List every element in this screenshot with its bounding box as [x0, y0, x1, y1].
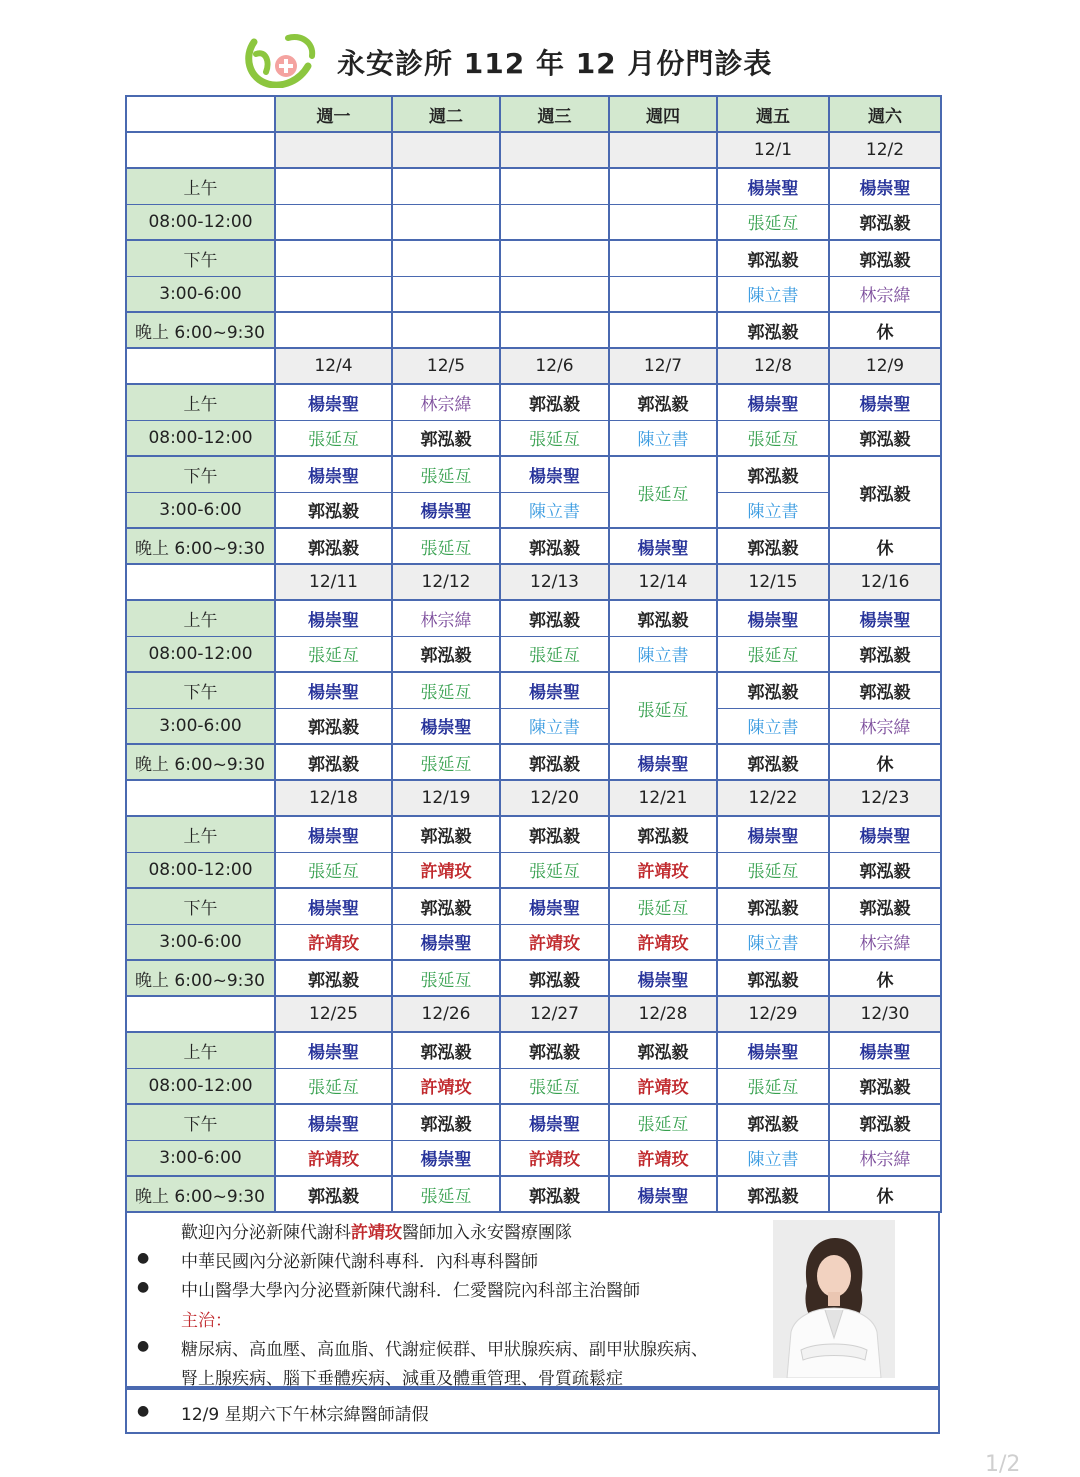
doctor-cell: 張延亙	[609, 1104, 717, 1140]
date-cell: 12/19	[392, 780, 500, 816]
doctor-cell: 郭泓毅	[275, 1176, 392, 1212]
afternoon-row	[126, 1140, 941, 1176]
doctor-cell: 張延亙	[609, 456, 717, 528]
date-cell: 12/16	[829, 564, 941, 600]
evening-label: 晚上 6:00~9:30	[126, 312, 275, 348]
doctor-photo	[773, 1220, 895, 1378]
morning-row	[126, 1032, 941, 1068]
doctor-cell: 郭泓毅	[717, 960, 829, 996]
doctor-cell: 郭泓毅	[275, 744, 392, 780]
date-cell: 12/14	[609, 564, 717, 600]
doctor-cell: 郭泓毅	[609, 384, 717, 420]
doctor-cell: 陳立書	[717, 1140, 829, 1176]
date-row	[126, 996, 941, 1032]
afternoon-time: 3:00-6:00	[126, 1140, 275, 1176]
doctor-cell: 郭泓毅	[829, 888, 941, 924]
date-cell: 12/28	[609, 996, 717, 1032]
date-cell: 12/30	[829, 996, 941, 1032]
doctor-cell: 張延亙	[717, 852, 829, 888]
date-cell	[609, 132, 717, 168]
doctor-cell: 張延亙	[392, 672, 500, 708]
doctor-cell: 張延亙	[609, 888, 717, 924]
specialty-line: 糖尿病、高血壓、高血脂、代謝症候群、甲狀腺疾病、副甲狀腺疾病、	[181, 1340, 708, 1360]
doctor-cell	[609, 204, 717, 240]
doctor-cell: 楊崇聖	[717, 384, 829, 420]
doctor-cell: 楊崇聖	[829, 1032, 941, 1068]
doctor-cell: 張延亙	[392, 960, 500, 996]
morning-row	[126, 384, 941, 420]
day-header: 週五	[717, 96, 829, 132]
doctor-cell: 林宗緯	[392, 600, 500, 636]
doctor-cell: 楊崇聖	[275, 672, 392, 708]
doctor-cell: 郭泓毅	[829, 204, 941, 240]
morning-time: 08:00-12:00	[126, 852, 275, 888]
afternoon-row	[126, 240, 941, 276]
date-cell: 12/26	[392, 996, 500, 1032]
doctor-cell: 郭泓毅	[500, 744, 609, 780]
doctor-cell: 楊崇聖	[500, 456, 609, 492]
doctor-cell: 郭泓毅	[392, 636, 500, 672]
doctor-cell	[392, 204, 500, 240]
welcome-line: 歡迎內分泌新陳代謝科許靖玫醫師加入永安醫療團隊	[181, 1223, 572, 1243]
doctor-cell: 張延亙	[392, 744, 500, 780]
date-cell: 12/7	[609, 348, 717, 384]
afternoon-time: 3:00-6:00	[126, 924, 275, 960]
doctor-cell: 楊崇聖	[275, 600, 392, 636]
doctor-cell: 郭泓毅	[500, 816, 609, 852]
doctor-cell: 許靖玫	[275, 924, 392, 960]
doctor-cell: 郭泓毅	[829, 456, 941, 528]
specialty-label: 主治：	[181, 1311, 232, 1331]
evening-row	[126, 528, 941, 564]
afternoon-row	[126, 708, 941, 744]
morning-row	[126, 816, 941, 852]
date-cell	[500, 132, 609, 168]
date-cell: 12/15	[717, 564, 829, 600]
date-row-label	[126, 780, 275, 816]
evening-label: 晚上 6:00~9:30	[126, 744, 275, 780]
doctor-cell: 楊崇聖	[392, 492, 500, 528]
morning-label: 上午	[126, 384, 275, 420]
doctor-cell: 楊崇聖	[275, 1032, 392, 1068]
afternoon-time: 3:00-6:00	[126, 708, 275, 744]
afternoon-row	[126, 924, 941, 960]
doctor-cell: 郭泓毅	[392, 420, 500, 456]
date-row	[126, 348, 941, 384]
date-cell: 12/22	[717, 780, 829, 816]
doctor-cell: 張延亙	[275, 636, 392, 672]
doctor-cell	[500, 240, 609, 276]
doctor-cell: 張延亙	[275, 1068, 392, 1104]
doctor-cell: 休	[829, 1176, 941, 1212]
doctor-cell: 郭泓毅	[829, 636, 941, 672]
doctor-cell: 楊崇聖	[717, 600, 829, 636]
doctor-cell: 楊崇聖	[275, 456, 392, 492]
morning-label: 上午	[126, 168, 275, 204]
doctor-cell: 張延亙	[392, 456, 500, 492]
morning-row	[126, 852, 941, 888]
doctor-cell: 陳立書	[717, 492, 829, 528]
morning-time: 08:00-12:00	[126, 420, 275, 456]
date-cell	[275, 132, 392, 168]
doctor-cell: 張延亙	[500, 420, 609, 456]
morning-label: 上午	[126, 1032, 275, 1068]
doctor-cell: 張延亙	[500, 636, 609, 672]
doctor-cell: 張延亙	[717, 636, 829, 672]
doctor-cell: 楊崇聖	[829, 384, 941, 420]
day-header-row	[126, 96, 941, 132]
doctor-introduction	[125, 1212, 940, 1388]
date-cell: 12/20	[500, 780, 609, 816]
doctor-cell	[275, 204, 392, 240]
morning-time: 08:00-12:00	[126, 636, 275, 672]
doctor-cell	[275, 312, 392, 348]
doctor-cell: 郭泓毅	[829, 420, 941, 456]
doctor-cell: 楊崇聖	[717, 1032, 829, 1068]
date-cell: 12/9	[829, 348, 941, 384]
doctor-cell: 楊崇聖	[500, 888, 609, 924]
doctor-cell: 楊崇聖	[829, 816, 941, 852]
page-number: 1/2	[985, 1452, 1021, 1477]
date-cell: 12/2	[829, 132, 941, 168]
date-row	[126, 132, 941, 168]
doctor-cell: 林宗緯	[829, 924, 941, 960]
doctor-cell: 郭泓毅	[392, 816, 500, 852]
doctor-cell: 郭泓毅	[829, 1104, 941, 1140]
doctor-cell	[392, 312, 500, 348]
date-cell: 12/8	[717, 348, 829, 384]
doctor-cell: 陳立書	[609, 636, 717, 672]
doctor-cell: 郭泓毅	[717, 240, 829, 276]
doctor-cell: 郭泓毅	[717, 456, 829, 492]
new-doctor-name: 許靖玫	[351, 1223, 402, 1243]
doctor-cell: 楊崇聖	[717, 168, 829, 204]
doctor-cell	[500, 312, 609, 348]
morning-label: 上午	[126, 816, 275, 852]
date-cell: 12/21	[609, 780, 717, 816]
doctor-cell: 休	[829, 744, 941, 780]
doctor-cell: 楊崇聖	[829, 168, 941, 204]
doctor-cell: 許靖玫	[609, 924, 717, 960]
doctor-cell	[275, 168, 392, 204]
doctor-cell: 郭泓毅	[609, 600, 717, 636]
doctor-cell: 郭泓毅	[392, 1104, 500, 1140]
doctor-cell: 張延亙	[392, 528, 500, 564]
doctor-cell: 休	[829, 312, 941, 348]
morning-row	[126, 168, 941, 204]
evening-label: 晚上 6:00~9:30	[126, 1176, 275, 1212]
bullet-icon: ●	[137, 1403, 150, 1419]
doctor-cell	[392, 168, 500, 204]
date-row-label	[126, 996, 275, 1032]
doctor-cell: 楊崇聖	[392, 924, 500, 960]
date-cell: 12/13	[500, 564, 609, 600]
doctor-cell	[500, 204, 609, 240]
doctor-cell	[392, 276, 500, 312]
doctor-cell: 張延亙	[275, 420, 392, 456]
doctor-cell: 陳立書	[717, 708, 829, 744]
doctor-cell: 陳立書	[500, 708, 609, 744]
date-cell: 12/6	[500, 348, 609, 384]
afternoon-row	[126, 672, 941, 708]
day-header: 週一	[275, 96, 392, 132]
date-row-label	[126, 132, 275, 168]
leave-notice	[125, 1388, 940, 1434]
doctor-cell: 郭泓毅	[717, 312, 829, 348]
doctor-cell: 郭泓毅	[829, 672, 941, 708]
doctor-cell: 郭泓毅	[717, 888, 829, 924]
doctor-cell	[609, 312, 717, 348]
doctor-cell: 楊崇聖	[609, 528, 717, 564]
credential-line: 中華民國內分泌新陳代謝科專科．內科專科醫師	[181, 1252, 538, 1272]
doctor-cell: 郭泓毅	[717, 1176, 829, 1212]
doctor-cell	[609, 276, 717, 312]
doctor-cell: 郭泓毅	[392, 888, 500, 924]
doctor-cell: 郭泓毅	[829, 240, 941, 276]
afternoon-row	[126, 492, 941, 528]
doctor-cell	[392, 240, 500, 276]
afternoon-row	[126, 276, 941, 312]
bullet-icon: ●	[137, 1338, 150, 1354]
date-row-label	[126, 348, 275, 384]
morning-row	[126, 1068, 941, 1104]
afternoon-row	[126, 456, 941, 492]
doctor-cell: 楊崇聖	[829, 600, 941, 636]
date-row-label	[126, 564, 275, 600]
day-header: 週二	[392, 96, 500, 132]
date-cell: 12/11	[275, 564, 392, 600]
date-row	[126, 564, 941, 600]
doctor-cell: 郭泓毅	[500, 600, 609, 636]
date-cell: 12/29	[717, 996, 829, 1032]
doctor-cell: 許靖玫	[609, 1140, 717, 1176]
bullet-icon: ●	[137, 1250, 150, 1266]
afternoon-time: 3:00-6:00	[126, 492, 275, 528]
doctor-cell: 張延亙	[717, 204, 829, 240]
doctor-cell: 郭泓毅	[392, 1032, 500, 1068]
morning-label: 上午	[126, 600, 275, 636]
doctor-cell: 林宗緯	[829, 708, 941, 744]
doctor-cell: 郭泓毅	[500, 1176, 609, 1212]
afternoon-label: 下午	[126, 1104, 275, 1140]
doctor-cell	[609, 168, 717, 204]
clinic-logo-icon	[242, 32, 320, 88]
doctor-cell: 張延亙	[500, 1068, 609, 1104]
date-cell: 12/1	[717, 132, 829, 168]
doctor-cell: 郭泓毅	[829, 1068, 941, 1104]
doctor-cell: 楊崇聖	[500, 672, 609, 708]
doctor-cell: 郭泓毅	[275, 708, 392, 744]
doctor-cell: 郭泓毅	[275, 960, 392, 996]
credential-line: 中山醫學大學內分泌暨新陳代謝科．仁愛醫院內科部主治醫師	[181, 1281, 640, 1301]
evening-label: 晚上 6:00~9:30	[126, 960, 275, 996]
doctor-cell: 許靖玫	[392, 852, 500, 888]
doctor-cell: 張延亙	[275, 852, 392, 888]
doctor-cell: 許靖玫	[392, 1068, 500, 1104]
doctor-cell: 郭泓毅	[829, 852, 941, 888]
doctor-cell: 許靖玫	[609, 852, 717, 888]
doctor-cell: 張延亙	[392, 1176, 500, 1212]
date-cell: 12/25	[275, 996, 392, 1032]
doctor-cell: 楊崇聖	[275, 888, 392, 924]
doctor-cell: 陳立書	[717, 276, 829, 312]
doctor-cell: 楊崇聖	[275, 816, 392, 852]
afternoon-row	[126, 888, 941, 924]
doctor-cell: 陳立書	[500, 492, 609, 528]
doctor-cell: 張延亙	[609, 672, 717, 744]
day-header: 週四	[609, 96, 717, 132]
doctor-cell: 郭泓毅	[717, 672, 829, 708]
corner-cell	[126, 96, 275, 132]
doctor-cell: 許靖玫	[609, 1068, 717, 1104]
doctor-cell: 郭泓毅	[500, 1032, 609, 1068]
afternoon-label: 下午	[126, 456, 275, 492]
evening-label: 晚上 6:00~9:30	[126, 528, 275, 564]
evening-row	[126, 744, 941, 780]
doctor-cell: 陳立書	[717, 924, 829, 960]
doctor-cell: 休	[829, 528, 941, 564]
doctor-cell: 楊崇聖	[275, 1104, 392, 1140]
leave-notice-text: 12/9 星期六下午林宗緯醫師請假	[181, 1405, 429, 1425]
doctor-cell: 許靖玫	[500, 1140, 609, 1176]
doctor-cell	[275, 276, 392, 312]
date-cell: 12/27	[500, 996, 609, 1032]
doctor-cell: 陳立書	[609, 420, 717, 456]
doctor-cell	[500, 168, 609, 204]
doctor-cell: 郭泓毅	[717, 528, 829, 564]
date-cell: 12/23	[829, 780, 941, 816]
page-title: 永安診所 112 年 12 月份門診表	[337, 47, 773, 80]
header	[0, 30, 1080, 94]
evening-row	[126, 312, 941, 348]
doctor-cell: 郭泓毅	[609, 1032, 717, 1068]
doctor-cell: 郭泓毅	[717, 744, 829, 780]
doctor-cell: 郭泓毅	[275, 492, 392, 528]
doctor-cell: 郭泓毅	[500, 528, 609, 564]
doctor-cell: 楊崇聖	[275, 384, 392, 420]
evening-row	[126, 1176, 941, 1212]
doctor-cell: 楊崇聖	[392, 708, 500, 744]
morning-time: 08:00-12:00	[126, 204, 275, 240]
doctor-cell: 林宗緯	[829, 1140, 941, 1176]
doctor-cell	[500, 276, 609, 312]
doctor-cell: 楊崇聖	[609, 1176, 717, 1212]
morning-row	[126, 636, 941, 672]
doctor-cell: 楊崇聖	[717, 816, 829, 852]
doctor-cell: 張延亙	[717, 420, 829, 456]
evening-row	[126, 960, 941, 996]
date-cell: 12/5	[392, 348, 500, 384]
schedule-table	[125, 95, 942, 1213]
doctor-cell	[609, 240, 717, 276]
doctor-cell: 郭泓毅	[717, 1104, 829, 1140]
doctor-cell: 張延亙	[717, 1068, 829, 1104]
doctor-cell: 許靖玫	[500, 924, 609, 960]
doctor-cell: 楊崇聖	[609, 744, 717, 780]
doctor-cell: 張延亙	[500, 852, 609, 888]
doctor-cell: 許靖玫	[275, 1140, 392, 1176]
afternoon-label: 下午	[126, 240, 275, 276]
morning-row	[126, 204, 941, 240]
doctor-cell: 郭泓毅	[500, 960, 609, 996]
doctor-cell: 楊崇聖	[500, 1104, 609, 1140]
doctor-cell: 郭泓毅	[275, 528, 392, 564]
date-cell: 12/12	[392, 564, 500, 600]
doctor-cell: 林宗緯	[392, 384, 500, 420]
morning-time: 08:00-12:00	[126, 1068, 275, 1104]
morning-row	[126, 600, 941, 636]
day-header: 週三	[500, 96, 609, 132]
date-cell	[392, 132, 500, 168]
date-cell: 12/4	[275, 348, 392, 384]
specialty-line: 腎上腺疾病、腦下垂體疾病、減重及體重管理、骨質疏鬆症	[181, 1369, 623, 1389]
morning-row	[126, 420, 941, 456]
doctor-cell: 楊崇聖	[392, 1140, 500, 1176]
doctor-cell: 郭泓毅	[500, 384, 609, 420]
afternoon-row	[126, 1104, 941, 1140]
bullet-icon: ●	[137, 1279, 150, 1295]
doctor-cell: 楊崇聖	[609, 960, 717, 996]
day-header: 週六	[829, 96, 941, 132]
afternoon-label: 下午	[126, 888, 275, 924]
date-cell: 12/18	[275, 780, 392, 816]
doctor-cell: 休	[829, 960, 941, 996]
doctor-cell: 林宗緯	[829, 276, 941, 312]
doctor-cell	[275, 240, 392, 276]
doctor-cell: 郭泓毅	[609, 816, 717, 852]
date-row	[126, 780, 941, 816]
afternoon-label: 下午	[126, 672, 275, 708]
afternoon-time: 3:00-6:00	[126, 276, 275, 312]
